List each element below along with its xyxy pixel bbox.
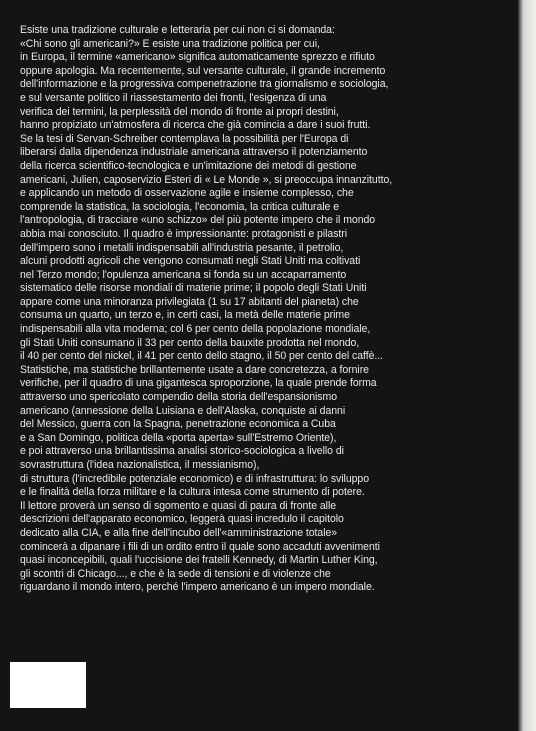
blurb-line: gli Stati Uniti consumano il 33 per cento della bauxite prodotta nel mondo,	[20, 336, 360, 349]
blurb-line: quasi inconcepibili, quali l'uccisione dei fratelli Kennedy, di Martin Luther King,	[20, 554, 378, 567]
blurb-line: sistematico delle risorse mondiali di materie prime; il popolo degli Stati Uniti	[20, 282, 367, 295]
blurb-line: dell'informazione e la progressiva compenetrazione tra giornalismo e sociologia,	[20, 78, 389, 91]
blurb-line: oppure apologia. Ma recentemente, sul versante culturale, il grande incremento	[20, 64, 386, 77]
blurb-line: di struttura (l'incredibile potenziale economico) e di infrastruttura: lo sviluppo	[20, 472, 369, 485]
blurb-line: alcuni prodotti agricoli che vengono consumati negli Stati Uniti ma coltivati	[20, 255, 361, 268]
blurb-line: attraverso uno spericolato compendio della storia dell'espansionismo	[20, 391, 338, 404]
blurb-line: verifica dei termini, la perplessità del mondo di fronte ai propri destini,	[20, 105, 339, 118]
blurb-line: e sul versante politico il riassestamento dei fronti, l'esigenza di una	[20, 91, 327, 104]
blurb-line: del Messico, guerra con la Spagna, penetrazione economica a Cuba	[20, 418, 336, 431]
blurb-line: l'antropologia, di tracciare «uno schizzo» del più potente impero che il mondo	[20, 214, 376, 227]
blurb-line: in Europa, il termine «americano» significa automaticamente sprezzo e rifiuto	[20, 51, 375, 64]
blurb-line: Il lettore proverà un senso di sgomento e quasi di paura di fronte alle	[20, 499, 337, 512]
blurb-line: liberarsi dalla dipendenza industriale americana attraverso il potenziamento	[20, 146, 368, 159]
blurb-line: consuma un quarto, un terzo e, in certi casi, la metà delle materie prime	[20, 309, 350, 322]
blurb-line: sovrastruttura (l'idea nazionalistica, il messianismo),	[20, 459, 260, 471]
blurb-text	[20, 24, 520, 595]
blurb-line: appare come una minoranza privilegiata (1 su 17 abitanti del pianeta) che	[20, 295, 359, 308]
blurb-line: verifiche, per il quadro di una gigantesca sproporzione, la quale prende forma	[20, 377, 377, 390]
blurb-line: e applicando un metodo di osservazione agile e insieme complesso, che	[20, 187, 354, 200]
blurb-line: hanno propiziato un'atmosfera di ricerca che già comincia a dare i suoi frutti.	[20, 119, 371, 132]
blurb-line: Se la tesi di Servan-Schreiber contemplava la possibilità per l'Europa di	[20, 132, 349, 145]
blurb-line: della ricerca scientifico-tecnologica e un'imitazione dei metodi di gestione	[20, 159, 357, 172]
blurb-line: americani, Julien, caposervizio Esteri di « Le Monde », si preoccupa innanzitutto,	[20, 173, 393, 186]
blank-label-box	[10, 662, 86, 708]
blurb-line: e le finalità della forza militare e la cultura intesa come strumento di potere.	[20, 486, 365, 499]
blurb-line: abbia mai conosciuto. Il quadro è impressionante: protagonisti e pilastri	[20, 227, 348, 240]
blurb-line: nel Terzo mondo; l'opulenza americana si fonda su un accaparramento	[20, 268, 347, 281]
page-edge	[518, 0, 536, 731]
blurb-line: «Chi sono gli americani?» E esiste una tradizione politica per cui,	[20, 37, 320, 50]
blurb-line: gli scontri di Chicago..., e che è la sede di tensioni e di violenze che	[20, 567, 331, 580]
blurb-line: dedicato alla CIA, e alla fine dell'incubo dell'«amministrazione totale»	[20, 526, 338, 539]
blurb-line: il 40 per cento del nickel, il 41 per cento dello stagno, il 50 per cento del caffè...	[20, 350, 384, 363]
blurb-line: e a San Domingo, politica della «porta aperta» sull'Estremo Oriente),	[20, 431, 337, 444]
blurb-line: dell'impero sono i metalli indispensabili all'industria pesante, il petrolio,	[20, 241, 344, 254]
blurb-line: descrizioni dell'apparato economico, leggerà quasi incredulo il capitolo	[20, 513, 344, 526]
blurb-line: comprende la statistica, la sociologia, l'economia, la critica culturale e	[20, 200, 340, 213]
blurb-line: riguardano il mondo intero, perché l'impero americano è un impero mondiale.	[20, 581, 375, 594]
blurb-line: e poi attraverso una brillantissima analisi storico-sociologica a livello di	[20, 445, 344, 458]
blurb-line: indispensabili alla vita moderna; col 6 per cento della popolazione mondiale,	[20, 323, 371, 336]
blurb-line: Esiste una tradizione culturale e letteraria per cui non ci si domanda:	[20, 24, 335, 36]
blurb-line: comincerà a dipanare i fili di un ordito entro il quale sono accaduti avvenimenti	[20, 540, 380, 553]
blurb-line: Statistiche, ma statistiche brillantemente usate a dare concretezza, a fornire	[20, 363, 369, 376]
blurb-line: americano (annessione della Luisiana e dell'Alaska, conquiste ai danni	[20, 404, 346, 417]
